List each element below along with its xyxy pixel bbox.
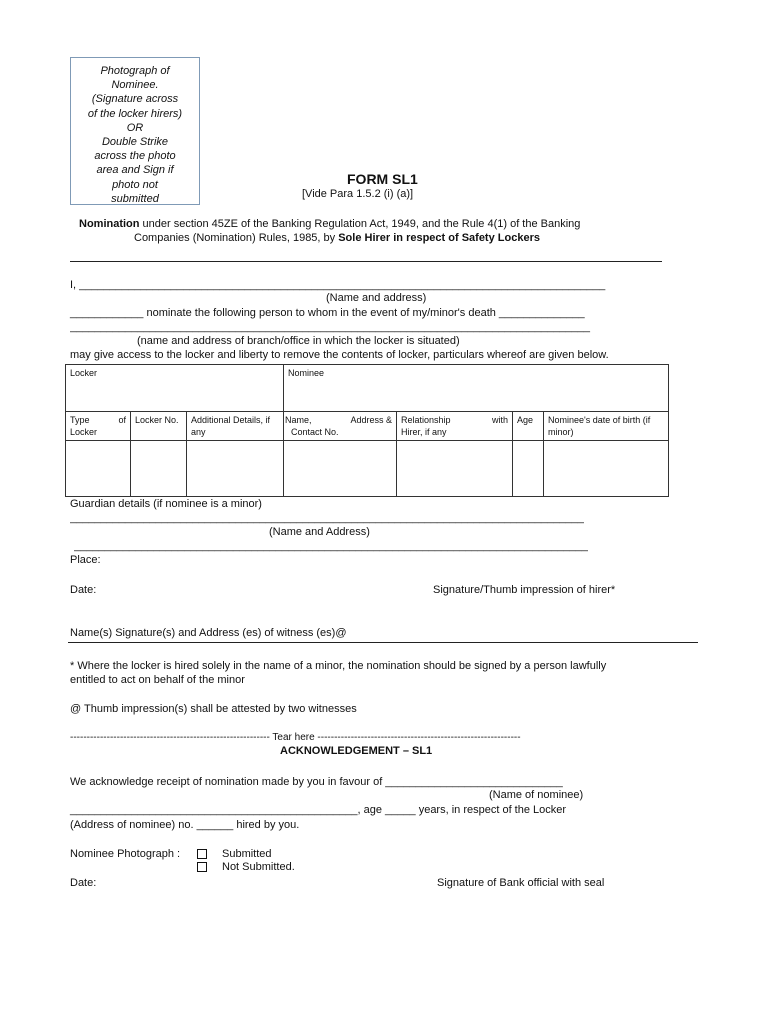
access-line: may give access to the locker and liberty to remove the contents of locker, particulars whereof are given below. bbox=[70, 349, 609, 361]
hirer-signature-label: Signature/Thumb impression of hirer* bbox=[433, 584, 616, 596]
nomination-line2-text: Companies (Nomination) Rules, 1985, by bbox=[134, 232, 339, 244]
photo-box-line: across the photo bbox=[94, 150, 176, 163]
nomination-line-1 bbox=[79, 218, 580, 230]
col-type-top bbox=[70, 414, 126, 426]
submitted-label: Submitted bbox=[222, 848, 272, 860]
nominate-line: ____________ nominate the following person to whom in the event of my/minor's death ______________ bbox=[70, 307, 585, 319]
blank-line: _____________________________________________________________________________________ bbox=[70, 321, 591, 333]
submitted-checkbox[interactable] bbox=[197, 849, 207, 859]
place-label: Place: bbox=[70, 554, 101, 566]
nomination-line2-bold: Sole Hirer in respect of Safety Lockers bbox=[338, 232, 540, 244]
not-submitted-checkbox[interactable] bbox=[197, 862, 207, 872]
form-title: FORM SL1 bbox=[347, 171, 418, 187]
guardian-line-1[interactable]: ____________________________________________________________________________________ bbox=[70, 512, 584, 524]
locker-table bbox=[65, 364, 669, 497]
nomination-line-2 bbox=[134, 232, 540, 244]
col-relationship-header bbox=[397, 412, 513, 441]
col-locker-no-header: Locker No. bbox=[131, 412, 187, 441]
col-type-header bbox=[66, 412, 131, 441]
photo-box-line: Photograph of bbox=[100, 65, 170, 77]
col-name-word: Name, bbox=[285, 415, 312, 425]
photo-box-line: submitted bbox=[111, 192, 159, 205]
form-subtitle: [Vide Para 1.5.2 (i) (a)] bbox=[302, 188, 414, 200]
locker-group-header: Locker bbox=[66, 365, 284, 412]
nomination-text: under section 45ZE of the Banking Regulation Act, 1949, and the Rule 4(1) of the Banking bbox=[139, 218, 581, 230]
col-age-header: Age bbox=[513, 412, 544, 441]
ack-line-3: (Address of nominee) no. ______ hired by you. bbox=[70, 819, 300, 831]
divider bbox=[68, 642, 698, 643]
witness-label: Name(s) Signature(s) and Address (es) of witness (es)@ bbox=[70, 627, 347, 639]
photo-box-line: Nominee. bbox=[111, 79, 159, 92]
guardian-name-address: (Name and Address) bbox=[269, 526, 370, 538]
col-additional-header: Additional Details, if any bbox=[187, 412, 284, 441]
table-cell[interactable] bbox=[187, 441, 284, 497]
branch-label: (name and address of branch/office in which the locker is situated) bbox=[137, 335, 460, 347]
col-type-bottom: Locker bbox=[70, 427, 98, 437]
col-name-address: Address & bbox=[350, 415, 393, 425]
col-relationship-word: Relationship bbox=[401, 415, 451, 425]
bank-signature-label: Signature of Bank official with seal bbox=[437, 877, 605, 889]
photo-box-line: photo not bbox=[112, 178, 158, 191]
thumb-note: @ Thumb impression(s) shall be attested by two witnesses bbox=[70, 703, 357, 715]
col-relationship-top bbox=[401, 414, 508, 426]
col-type-of: of bbox=[118, 415, 126, 425]
guardian-label: Guardian details (if nominee is a minor) bbox=[70, 498, 262, 510]
col-name-header bbox=[284, 412, 397, 441]
table-cell[interactable] bbox=[66, 441, 131, 497]
minor-note-line-2: entitled to act on behalf of the minor bbox=[70, 674, 245, 686]
table-cell[interactable] bbox=[284, 441, 397, 497]
guardian-line-2[interactable]: ____________________________________________________________________________________ bbox=[74, 540, 588, 552]
not-submitted-label: Not Submitted. bbox=[222, 861, 295, 873]
photo-box-line: (Signature across bbox=[91, 93, 179, 106]
table-cell[interactable] bbox=[513, 441, 544, 497]
nominee-photo-box bbox=[70, 57, 200, 205]
ack-line-2: _______________________________________________, age _____ years, in respect of the Locker bbox=[70, 804, 567, 816]
col-relationship-bottom: Hirer, if any bbox=[401, 427, 447, 437]
name-address-label: (Name and address) bbox=[326, 292, 427, 304]
name-of-nominee-label: (Name of nominee) bbox=[489, 789, 584, 801]
table-cell[interactable] bbox=[397, 441, 513, 497]
acknowledgement-title: ACKNOWLEDGEMENT – SL1 bbox=[280, 745, 433, 757]
photo-box-line: area and Sign if bbox=[96, 164, 174, 177]
option-not-submitted[interactable] bbox=[197, 861, 295, 873]
photo-box-line: Double Strike bbox=[101, 136, 169, 149]
col-relationship-with: with bbox=[492, 415, 509, 425]
ack-line-1: We acknowledge receipt of nomination made by you in favour of _____________________________ bbox=[70, 776, 563, 788]
divider bbox=[70, 261, 662, 262]
i-line: I, ______________________________________________________________________________________ bbox=[70, 279, 606, 291]
nomination-bold: Nomination bbox=[79, 218, 140, 230]
date-label: Date: bbox=[70, 584, 97, 596]
col-name-contact: Contact No. bbox=[291, 427, 339, 437]
photo-box-line: OR bbox=[126, 121, 144, 134]
table-cell[interactable] bbox=[131, 441, 187, 497]
photo-box-line: of the locker hirers) bbox=[87, 107, 183, 120]
nominee-photo-label: Nominee Photograph : bbox=[70, 848, 181, 860]
table-cell[interactable] bbox=[544, 441, 669, 497]
tear-line: ------------------------------------------------------------ Tear here ------------------------------------------------------------- bbox=[70, 732, 521, 743]
option-submitted[interactable] bbox=[197, 848, 272, 860]
nominee-group-header: Nominee bbox=[284, 365, 669, 412]
col-type-word: Type bbox=[70, 415, 90, 425]
ack-date-label: Date: bbox=[70, 877, 97, 889]
minor-note-line-1: * Where the locker is hired solely in the name of a minor, the nomination should be signed by a person lawfully bbox=[70, 660, 607, 672]
col-dob-header: Nominee's date of birth (if minor) bbox=[544, 412, 669, 441]
col-name-top bbox=[285, 414, 392, 426]
